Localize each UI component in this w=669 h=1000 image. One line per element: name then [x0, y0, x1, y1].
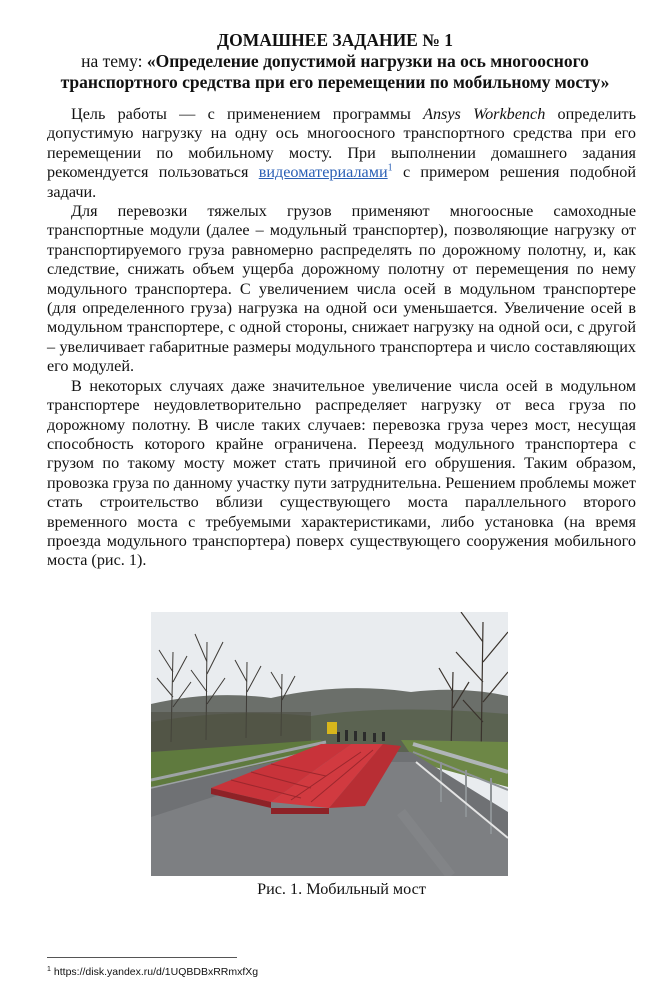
goal-text-end: с примером решения подобной задачи.	[47, 163, 636, 201]
body-text	[47, 105, 636, 571]
software-name: Ansys Workbench	[423, 105, 546, 123]
topic-heading	[40, 51, 630, 93]
mobile-bridge-photo	[151, 612, 508, 876]
goal-text-start: Цель работы — с применением программы	[71, 105, 424, 123]
paragraph-goal	[47, 105, 636, 202]
photo-crane	[327, 722, 337, 734]
footnote-url[interactable]: https://disk.yandex.ru/d/1UQBDBxRRmxfXg	[53, 966, 259, 978]
page-title: ДОМАШНЕЕ ЗАДАНИЕ № 1	[217, 30, 453, 50]
video-materials-link[interactable]: видеоматериалами	[258, 163, 388, 182]
topic-prefix: на тему:	[81, 51, 147, 71]
topic-line-2: транспортного средства при его перемещении по мобильному мосту»	[60, 72, 610, 92]
footnote-divider	[47, 957, 237, 958]
paragraph-transport: Для перевозки тяжелых грузов применяют многоосные самоходные транспортные модули (далее – модульный транспортер), позволяющие нагрузку от транспортируемого груза равномерно распределять по дорожному полотну, и, как следствие, снижать объем ущерба дорожному полотну от перемещения по нему модульного транспортера. С увеличением числа осей в модульном транспортере (для определенного груза) нагрузка на одной оси уменьшается. Увеличение осей в модульном транспортере, с одной стороны, снижает нагрузку на одной оси, с другой – увеличивает габаритные размеры модульного транспортера и число составляющих его модулей.	[47, 202, 636, 376]
figure-caption: Рис. 1. Мобильный мост	[257, 880, 426, 898]
paragraph-bridge: В некоторых случаях даже значительное увеличение числа осей в модульном транспортере неудовлетворительно распределяет нагрузку от веса груза по дорожному полотну. В числе таких случаев: перевозка груза через мост, несущая способность которого крайне ограничена. Переезд модульного транспортера с грузом по такому мосту может стать причиной его обрушения. Таким образом, провозка груза по данному участку пути затруднительна. Решением проблемы может стать строительство вблизи существующего моста параллельного второго временного моста с требуемыми характеристиками, либо установка (на время проезда модульного транспортера) поверх существующего сооружения мобильного моста (рис. 1).	[47, 376, 636, 570]
footnote-number: 1	[47, 965, 51, 973]
footnote	[47, 966, 258, 979]
topic-line-1: «Определение допустимой нагрузки на ось многоосного	[146, 51, 589, 71]
footnote-ref[interactable]: 1	[387, 162, 393, 174]
goal-text-middle: определить допустимую нагрузку на одну ось многоосного транспортного средства при его перемещении по мобильному мосту. При выполнении домашнего задания рекомендуется пользоваться	[47, 105, 636, 182]
